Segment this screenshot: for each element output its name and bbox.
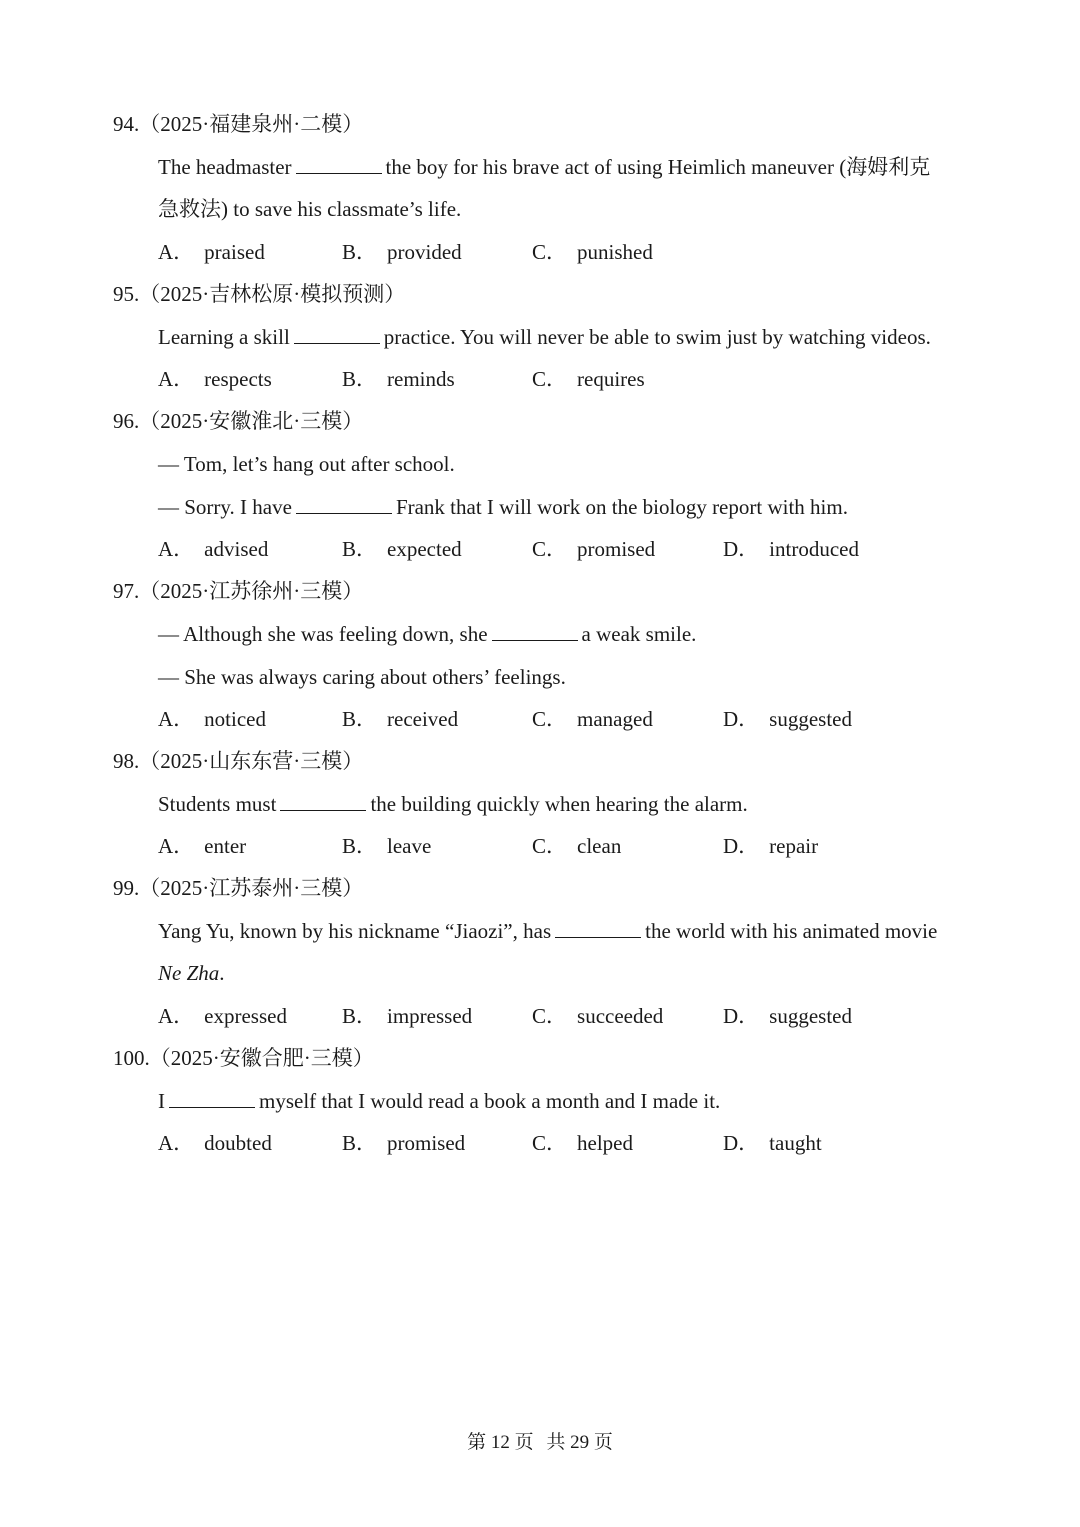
question-stem: — Tom, let’s hang out after school. bbox=[158, 452, 455, 476]
option-a: A． praised bbox=[158, 240, 265, 264]
answer-blank bbox=[296, 153, 382, 174]
option-b: B． impressed bbox=[342, 1004, 473, 1028]
question-stem: Students must the building quickly when hearing the alarm. bbox=[158, 792, 748, 816]
answer-blank bbox=[294, 323, 380, 344]
question-stem: — Sorry. I have Frank that I will work on the biology report with him. bbox=[158, 495, 848, 519]
answer-blank bbox=[169, 1087, 255, 1108]
question-header: 98.（2025·山东东营·三模） bbox=[113, 749, 364, 773]
question-header: 94.（2025·福建泉州·二模） bbox=[113, 112, 364, 136]
option-d: D． introduced bbox=[723, 537, 859, 561]
question-header: 99.（2025·江苏泰州·三模） bbox=[113, 876, 364, 900]
option-c: C． managed bbox=[532, 707, 653, 731]
question-stem: Yang Yu, known by his nickname “Jiaozi”, has the world with his animated movie bbox=[158, 919, 938, 943]
question-stem: I myself that I would read a book a month and I made it. bbox=[158, 1089, 721, 1113]
question-header: 100.（2025·安徽合肥·三模） bbox=[113, 1046, 374, 1070]
question-stem: Learning a skill practice. You will never be able to swim just by watching videos. bbox=[158, 325, 931, 349]
answer-blank bbox=[296, 493, 392, 514]
option-b: B． promised bbox=[342, 1131, 466, 1155]
option-b: B． reminds bbox=[342, 367, 455, 391]
page-total: 共 29 页 bbox=[546, 1432, 613, 1453]
option-a: A． noticed bbox=[158, 707, 266, 731]
answer-blank bbox=[492, 620, 578, 641]
question-header: 95.（2025·吉林松原·模拟预测） bbox=[113, 282, 406, 306]
question-stem: Ne Zha. bbox=[158, 961, 225, 985]
question-stem: — Although she was feeling down, she a weak smile. bbox=[158, 622, 697, 646]
answer-blank bbox=[555, 917, 641, 938]
option-a: A． advised bbox=[158, 537, 269, 561]
option-a: A． doubted bbox=[158, 1131, 272, 1155]
option-b: B． leave bbox=[342, 834, 432, 858]
option-a: A． expressed bbox=[158, 1004, 287, 1028]
option-d: D． suggested bbox=[723, 1004, 852, 1028]
option-b: B． expected bbox=[342, 537, 462, 561]
option-c: C． helped bbox=[532, 1131, 633, 1155]
option-b: B． provided bbox=[342, 240, 462, 264]
page-number: 第 12 页 bbox=[467, 1432, 534, 1453]
option-c: C． punished bbox=[532, 240, 653, 264]
question-header: 96.（2025·安徽淮北·三模） bbox=[113, 409, 364, 433]
option-c: C． promised bbox=[532, 537, 656, 561]
question-stem: The headmaster the boy for his brave act of using Heimlich maneuver (海姆利克 bbox=[158, 155, 931, 179]
page-footer bbox=[0, 1428, 1080, 1458]
option-d: D． repair bbox=[723, 834, 819, 858]
movie-title: Ne Zha bbox=[158, 961, 220, 985]
option-d: D． taught bbox=[723, 1131, 822, 1155]
option-c: C． clean bbox=[532, 834, 622, 858]
option-c: C． requires bbox=[532, 367, 645, 391]
option-b: B． received bbox=[342, 707, 459, 731]
question-stem: — She was always caring about others’ feelings. bbox=[158, 665, 566, 689]
option-c: C． succeeded bbox=[532, 1004, 664, 1028]
option-a: A． enter bbox=[158, 834, 247, 858]
option-a: A． respects bbox=[158, 367, 272, 391]
question-header: 97.（2025·江苏徐州·三模） bbox=[113, 579, 364, 603]
answer-blank bbox=[280, 790, 366, 811]
question-stem: 急救法) to save his classmate’s life. bbox=[158, 197, 462, 221]
option-d: D． suggested bbox=[723, 707, 852, 731]
